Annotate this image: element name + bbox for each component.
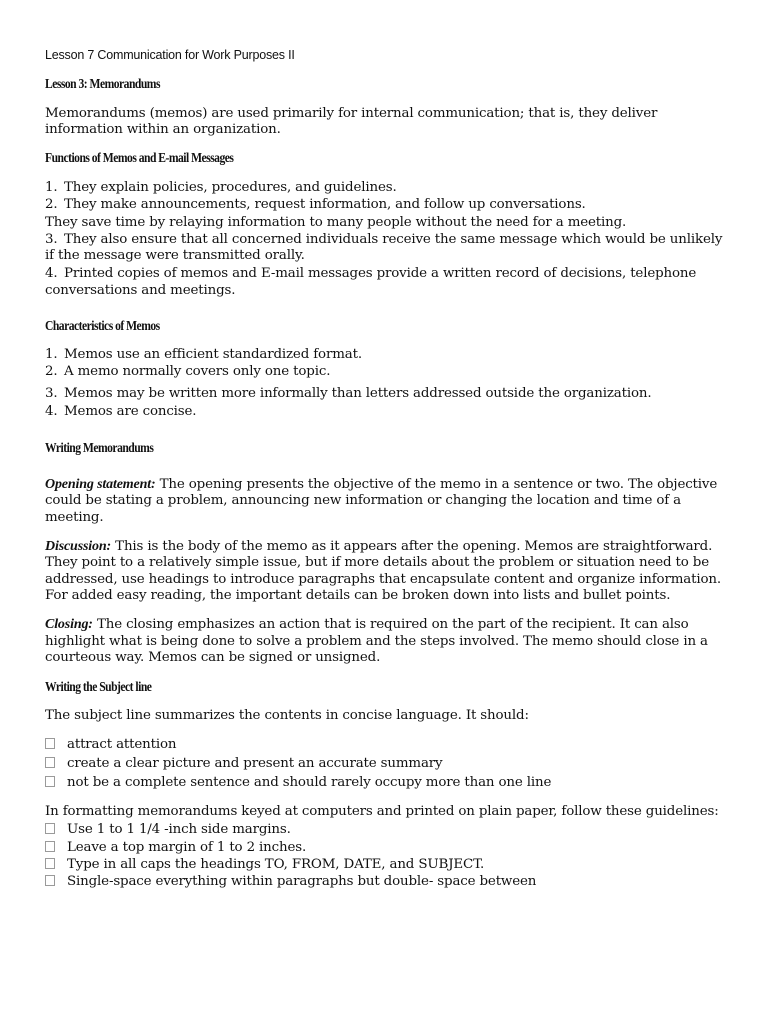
closing-line-2: highlight what is being done to solve a problem and the steps involved. The memo should close in a — [45, 634, 708, 649]
intro-line-1: Memorandums (memos) are used primarily for internal communication; that is, they deliver — [45, 106, 658, 121]
functions-item-3 — [45, 232, 722, 248]
discussion-line-3: addressed, use headings to introduce paragraphs that encapsulate content and organize information. — [45, 572, 721, 587]
closing-text: The closing emphasizes an action that is required on the part of the recipient. It can also — [96, 617, 689, 632]
item-text: Memos are concise. — [64, 404, 197, 419]
bullet-box-icon — [45, 875, 55, 886]
functions-item-3-continued: if the message were transmitted orally. — [45, 248, 305, 263]
closing-line-3: courteous way. Memos can be signed or unsigned. — [45, 650, 381, 665]
subject-bullet-2 — [45, 756, 442, 772]
discussion-line-2: They point to a relatively simple issue, but if more details about the problem or situation need to be — [45, 555, 709, 570]
lesson-header: Lesson 7 Communication for Work Purposes II — [45, 48, 295, 62]
item-text: They explain policies, procedures, and guidelines. — [64, 180, 397, 195]
bullet-text: Use 1 to 1 1/4 -inch side margins. — [67, 822, 291, 837]
bullet-text: Type in all caps the headings TO, FROM, DATE, and SUBJECT. — [67, 857, 485, 872]
writing-memorandums-heading: Writing Memorandums — [45, 440, 154, 455]
bullet-box-icon — [45, 757, 55, 768]
item-text: Memos may be written more informally than letters addressed outside the organization. — [64, 386, 652, 401]
item-number: 2. — [45, 197, 58, 212]
subject-line-intro: The subject line summarizes the contents in concise language. It should: — [45, 708, 529, 723]
bullet-text: create a clear picture and present an accurate summary — [67, 756, 443, 771]
bullet-text: Leave a top margin of 1 to 2 inches. — [67, 840, 307, 855]
discussion-text: This is the body of the memo as it appears after the opening. Memos are straightforward. — [115, 539, 713, 554]
bullet-box-icon — [45, 858, 55, 869]
formatting-bullet-3 — [45, 857, 484, 873]
formatting-bullet-1 — [45, 822, 291, 838]
item-text: Printed copies of memos and E-mail messages provide a written record of decisions, telephone — [64, 266, 697, 281]
item-text: They make announcements, request information, and follow up conversations. — [64, 197, 586, 212]
functions-item-2-continued: They save time by relaying information to many people without the need for a meeting. — [45, 215, 627, 230]
functions-item-4-continued: conversations and meetings. — [45, 283, 236, 298]
bullet-text: attract attention — [67, 737, 177, 752]
discussion-line-4: For added easy reading, the important details can be broken down into lists and bullet points. — [45, 588, 671, 603]
discussion-line-1 — [45, 539, 712, 555]
lesson-title: Lesson 3: Memorandums — [45, 76, 160, 91]
item-text: A memo normally covers only one topic. — [64, 364, 331, 379]
intro-line-2: information within an organization. — [45, 122, 281, 137]
opening-line-2: could be stating a problem, announcing new information or changing the location and time of a — [45, 493, 681, 508]
closing-line-1 — [45, 617, 689, 633]
item-text: They also ensure that all concerned individuals receive the same message which would be unlikely — [64, 232, 723, 247]
characteristics-heading: Characteristics of Memos — [45, 318, 160, 333]
functions-item-2 — [45, 197, 586, 213]
formatting-intro: In formatting memorandums keyed at computers and printed on plain paper, follow these guidelines: — [45, 804, 719, 819]
discussion-label: Discussion: — [45, 539, 112, 554]
bullet-text: Single-space everything within paragraphs but double- space between — [67, 874, 537, 889]
bullet-box-icon — [45, 841, 55, 852]
opening-text: The opening presents the objective of the memo in a sentence or two. The objective — [159, 477, 718, 492]
opening-line-1 — [45, 477, 717, 493]
characteristics-item-2 — [45, 364, 330, 380]
bullet-box-icon — [45, 823, 55, 834]
bullet-text: not be a complete sentence and should rarely occupy more than one line — [67, 775, 552, 790]
subject-bullet-3 — [45, 775, 551, 791]
characteristics-item-4 — [45, 404, 196, 420]
opening-label: Opening statement: — [45, 477, 156, 492]
bullet-box-icon — [45, 738, 55, 749]
item-number: 4. — [45, 404, 58, 419]
characteristics-item-3 — [45, 386, 651, 402]
subject-bullet-1 — [45, 737, 176, 753]
item-number: 1. — [45, 180, 58, 195]
item-number: 3. — [45, 386, 58, 401]
item-number: 1. — [45, 347, 58, 362]
bullet-box-icon — [45, 776, 55, 787]
item-number: 3. — [45, 232, 58, 247]
characteristics-item-1 — [45, 347, 362, 363]
subject-line-heading: Writing the Subject line — [45, 679, 152, 694]
functions-item-4 — [45, 266, 696, 282]
formatting-bullet-2 — [45, 840, 306, 856]
item-text: Memos use an efficient standardized format. — [64, 347, 362, 362]
item-number: 2. — [45, 364, 58, 379]
functions-item-1 — [45, 180, 397, 196]
opening-line-3: meeting. — [45, 510, 104, 525]
item-number: 4. — [45, 266, 58, 281]
formatting-bullet-4 — [45, 874, 536, 890]
functions-heading: Functions of Memos and E-mail Messages — [45, 150, 234, 165]
closing-label: Closing: — [45, 617, 93, 632]
